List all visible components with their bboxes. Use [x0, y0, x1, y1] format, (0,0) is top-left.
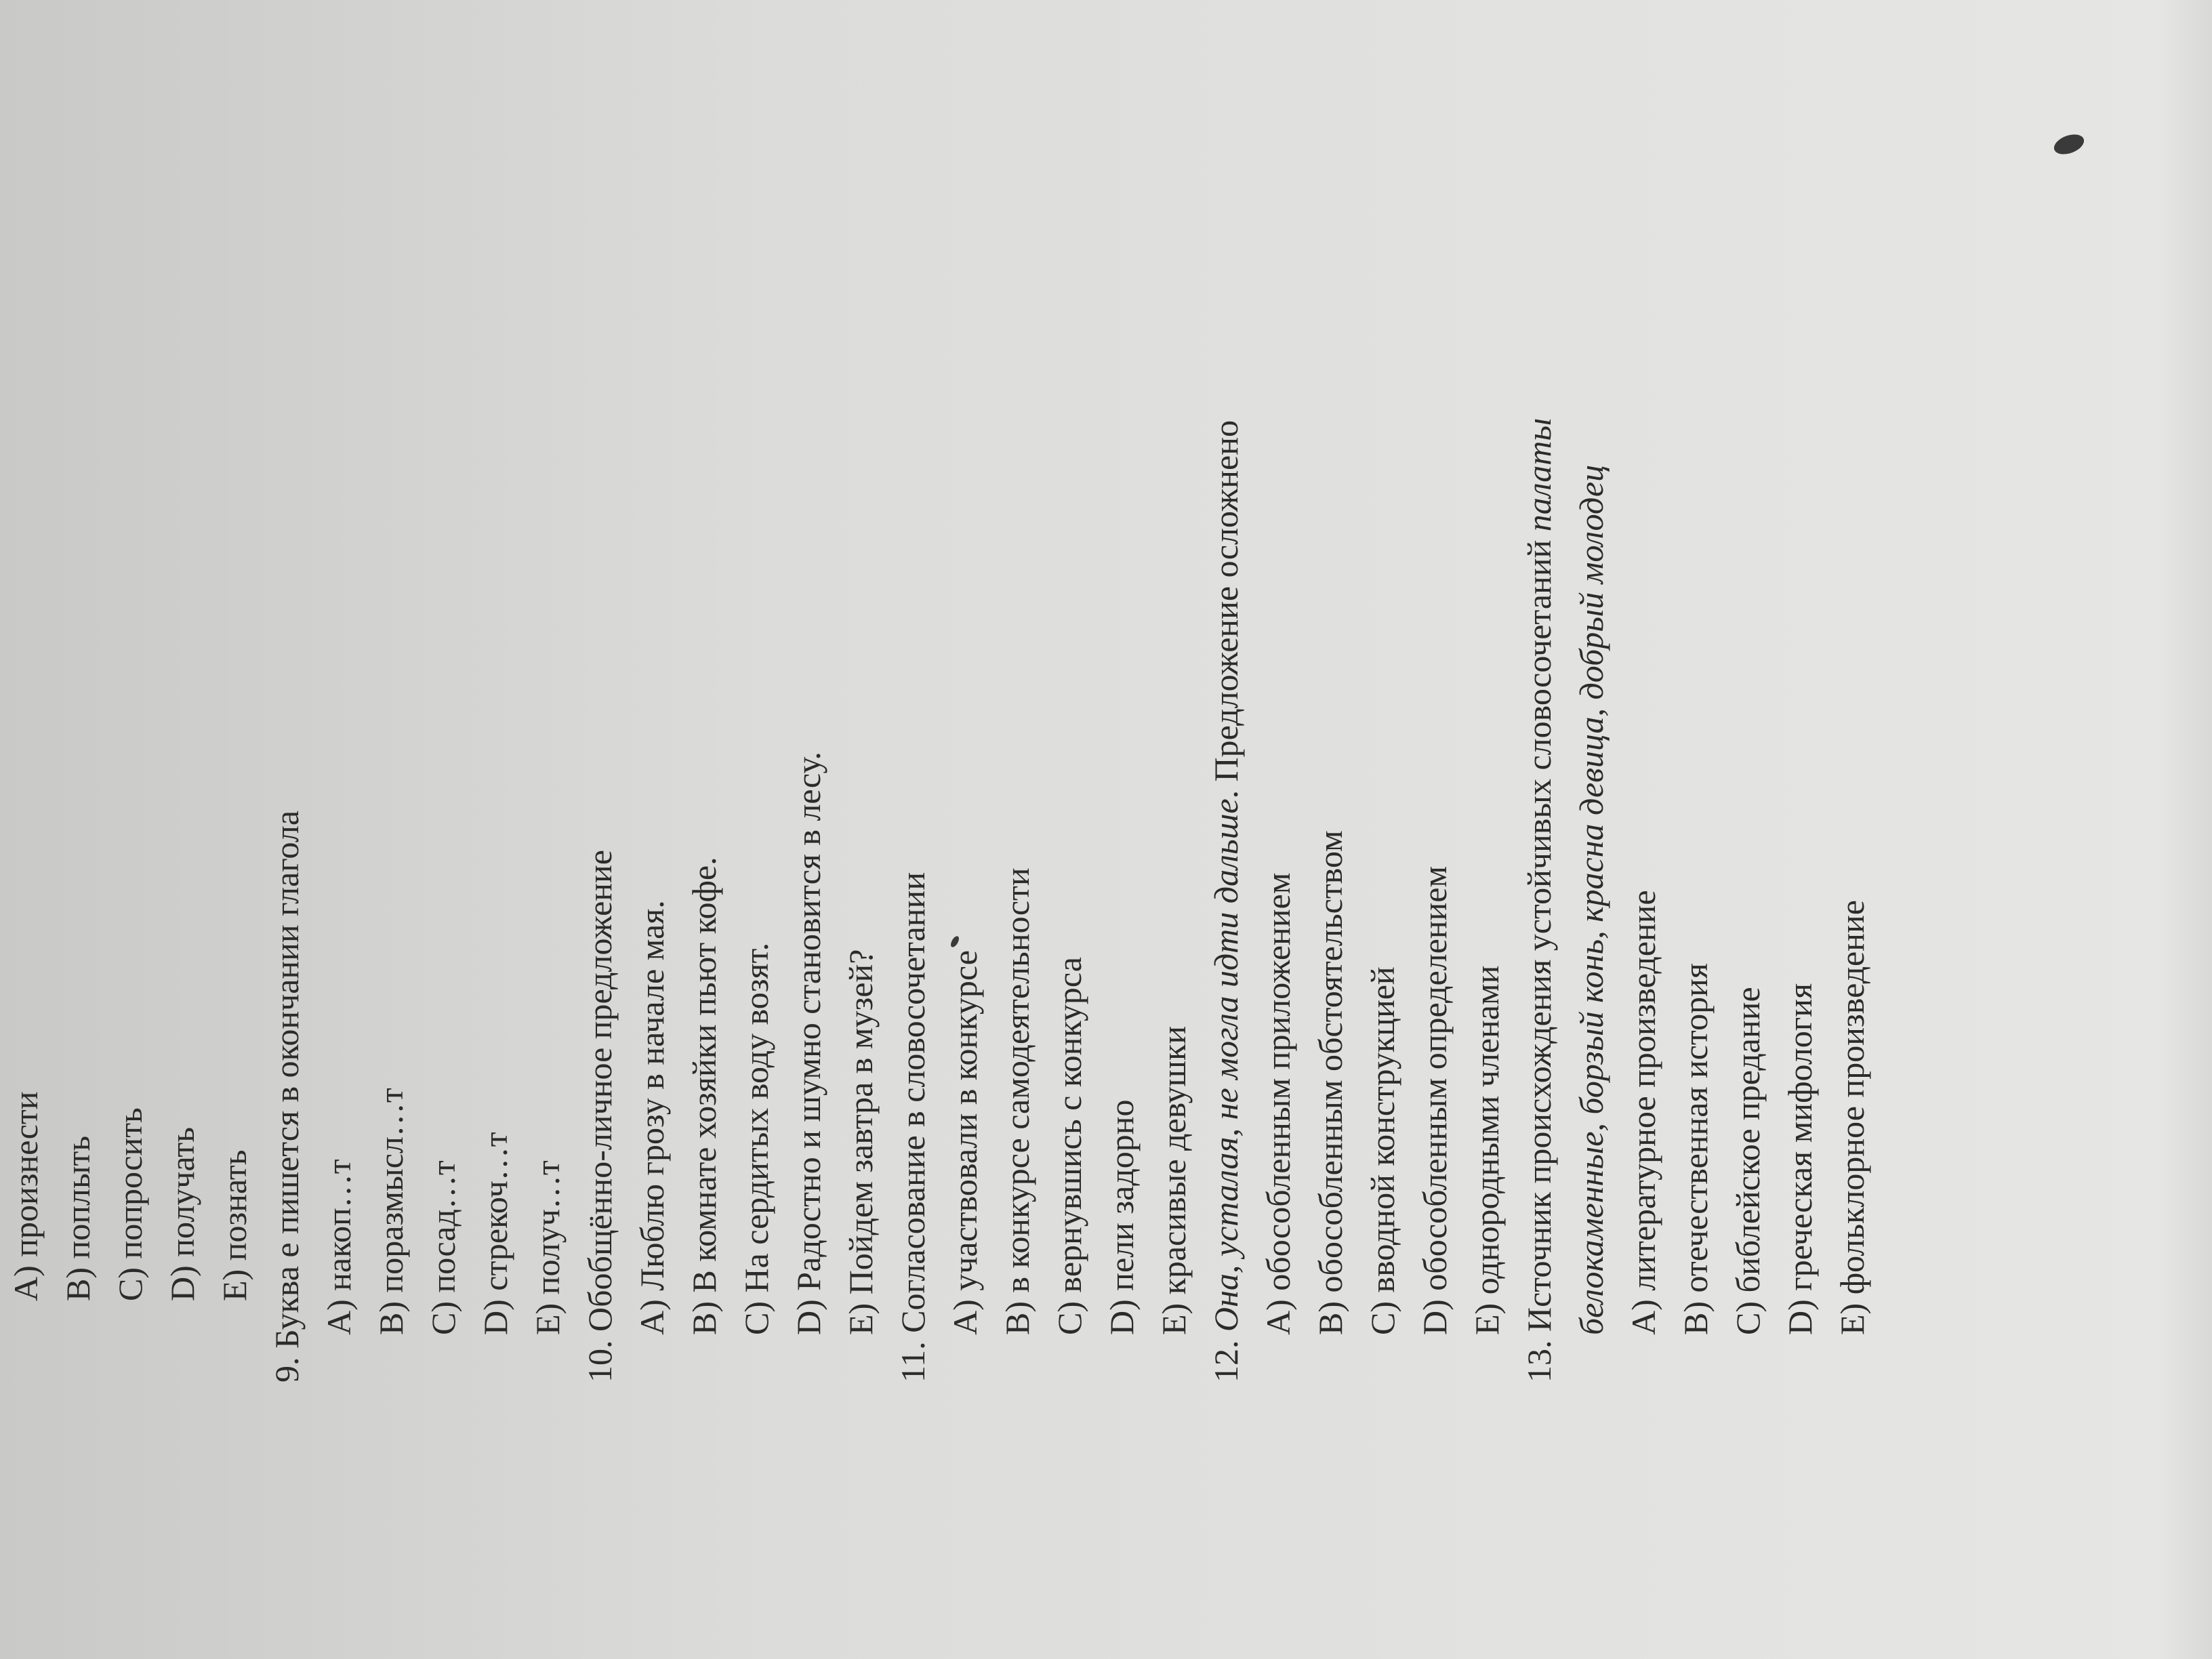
answer-option: A) произнести	[7, 1091, 45, 1301]
answer-option: B) поплыть	[59, 1135, 97, 1301]
answer-option: E) фольклорное произведение	[1833, 900, 1871, 1335]
answer-option: E) Пойдем завтра в музей?	[842, 949, 880, 1335]
answer-option: D) стрекоч…т	[476, 1132, 514, 1335]
question-text: 9. Буква е пишется в окончании глагола	[268, 810, 306, 1382]
answer-option: B) в конкурсе самодеятельности	[998, 867, 1036, 1335]
page-edge-shadow	[2158, 0, 2212, 1659]
question-q10	[574, 0, 626, 1382]
answer-option: A) участвовали в конкурсе	[946, 950, 984, 1335]
answer-option: D) Радостно и шумно становится в лесу.	[790, 752, 827, 1335]
question-continuation	[1565, 0, 1618, 1382]
answer-option: D) получать	[163, 1126, 201, 1301]
question-italic-text: палаты	[1520, 417, 1558, 532]
answer-option: C) библейское предание	[1729, 987, 1767, 1335]
question-text: Источник происхождения устойчивых словосочетаний	[1520, 531, 1558, 1332]
answer-option: E) познать	[216, 1149, 253, 1301]
question-text: 11. Согласование в словосочетании	[894, 872, 932, 1382]
answer-option: C) вернувшись с конкурса	[1050, 957, 1088, 1335]
answer-option: B) обособленным обстоятельством	[1311, 830, 1349, 1335]
question-q13	[1513, 0, 1565, 1382]
question-q12	[1200, 0, 1252, 1382]
answer-option: A) Люблю грозу в начале мая.	[633, 900, 671, 1335]
answer-option: C) вводной конструкцией	[1364, 966, 1401, 1335]
question-text-rest: . Предложение осложнено	[1207, 419, 1245, 799]
question-number: 12.	[1207, 1332, 1245, 1382]
answer-option: B) В комнате хозяйки пьют кофе.	[685, 857, 723, 1335]
answer-option: E) однородными членами	[1468, 965, 1506, 1335]
answer-option: D) греческая мифология	[1781, 983, 1819, 1335]
answer-option: B) отечественная история	[1677, 963, 1715, 1335]
answer-option: D) пели задорно	[1103, 1099, 1141, 1335]
answer-option: A) литературное произведение	[1624, 890, 1662, 1335]
answer-option: A) накоп…т	[320, 1159, 358, 1335]
answer-option: A) обособленным приложением	[1259, 872, 1297, 1335]
answer-option: E) красивые девушки	[1155, 1025, 1193, 1335]
question-italic-text: Она, усталая, не могла идти дальше	[1207, 798, 1245, 1332]
answer-option: C) На сердитых воду возят.	[737, 942, 775, 1335]
answer-option: D) обособленным определением	[1416, 865, 1454, 1335]
answer-option: C) попросить	[111, 1107, 149, 1301]
question-q11	[887, 0, 939, 1382]
question-italic-text: белокаменные, борзый конь, красна девица, добрый молодец	[1572, 464, 1610, 1335]
question-q9	[261, 0, 313, 1382]
answer-option: E) получ…т	[529, 1160, 567, 1335]
question-number: 13.	[1520, 1332, 1558, 1382]
answer-option: C) посад…т	[424, 1160, 462, 1335]
answer-option: B) поразмысл…т	[372, 1088, 410, 1335]
question-text: 10. Обобщённо-личное предложение	[581, 850, 619, 1382]
